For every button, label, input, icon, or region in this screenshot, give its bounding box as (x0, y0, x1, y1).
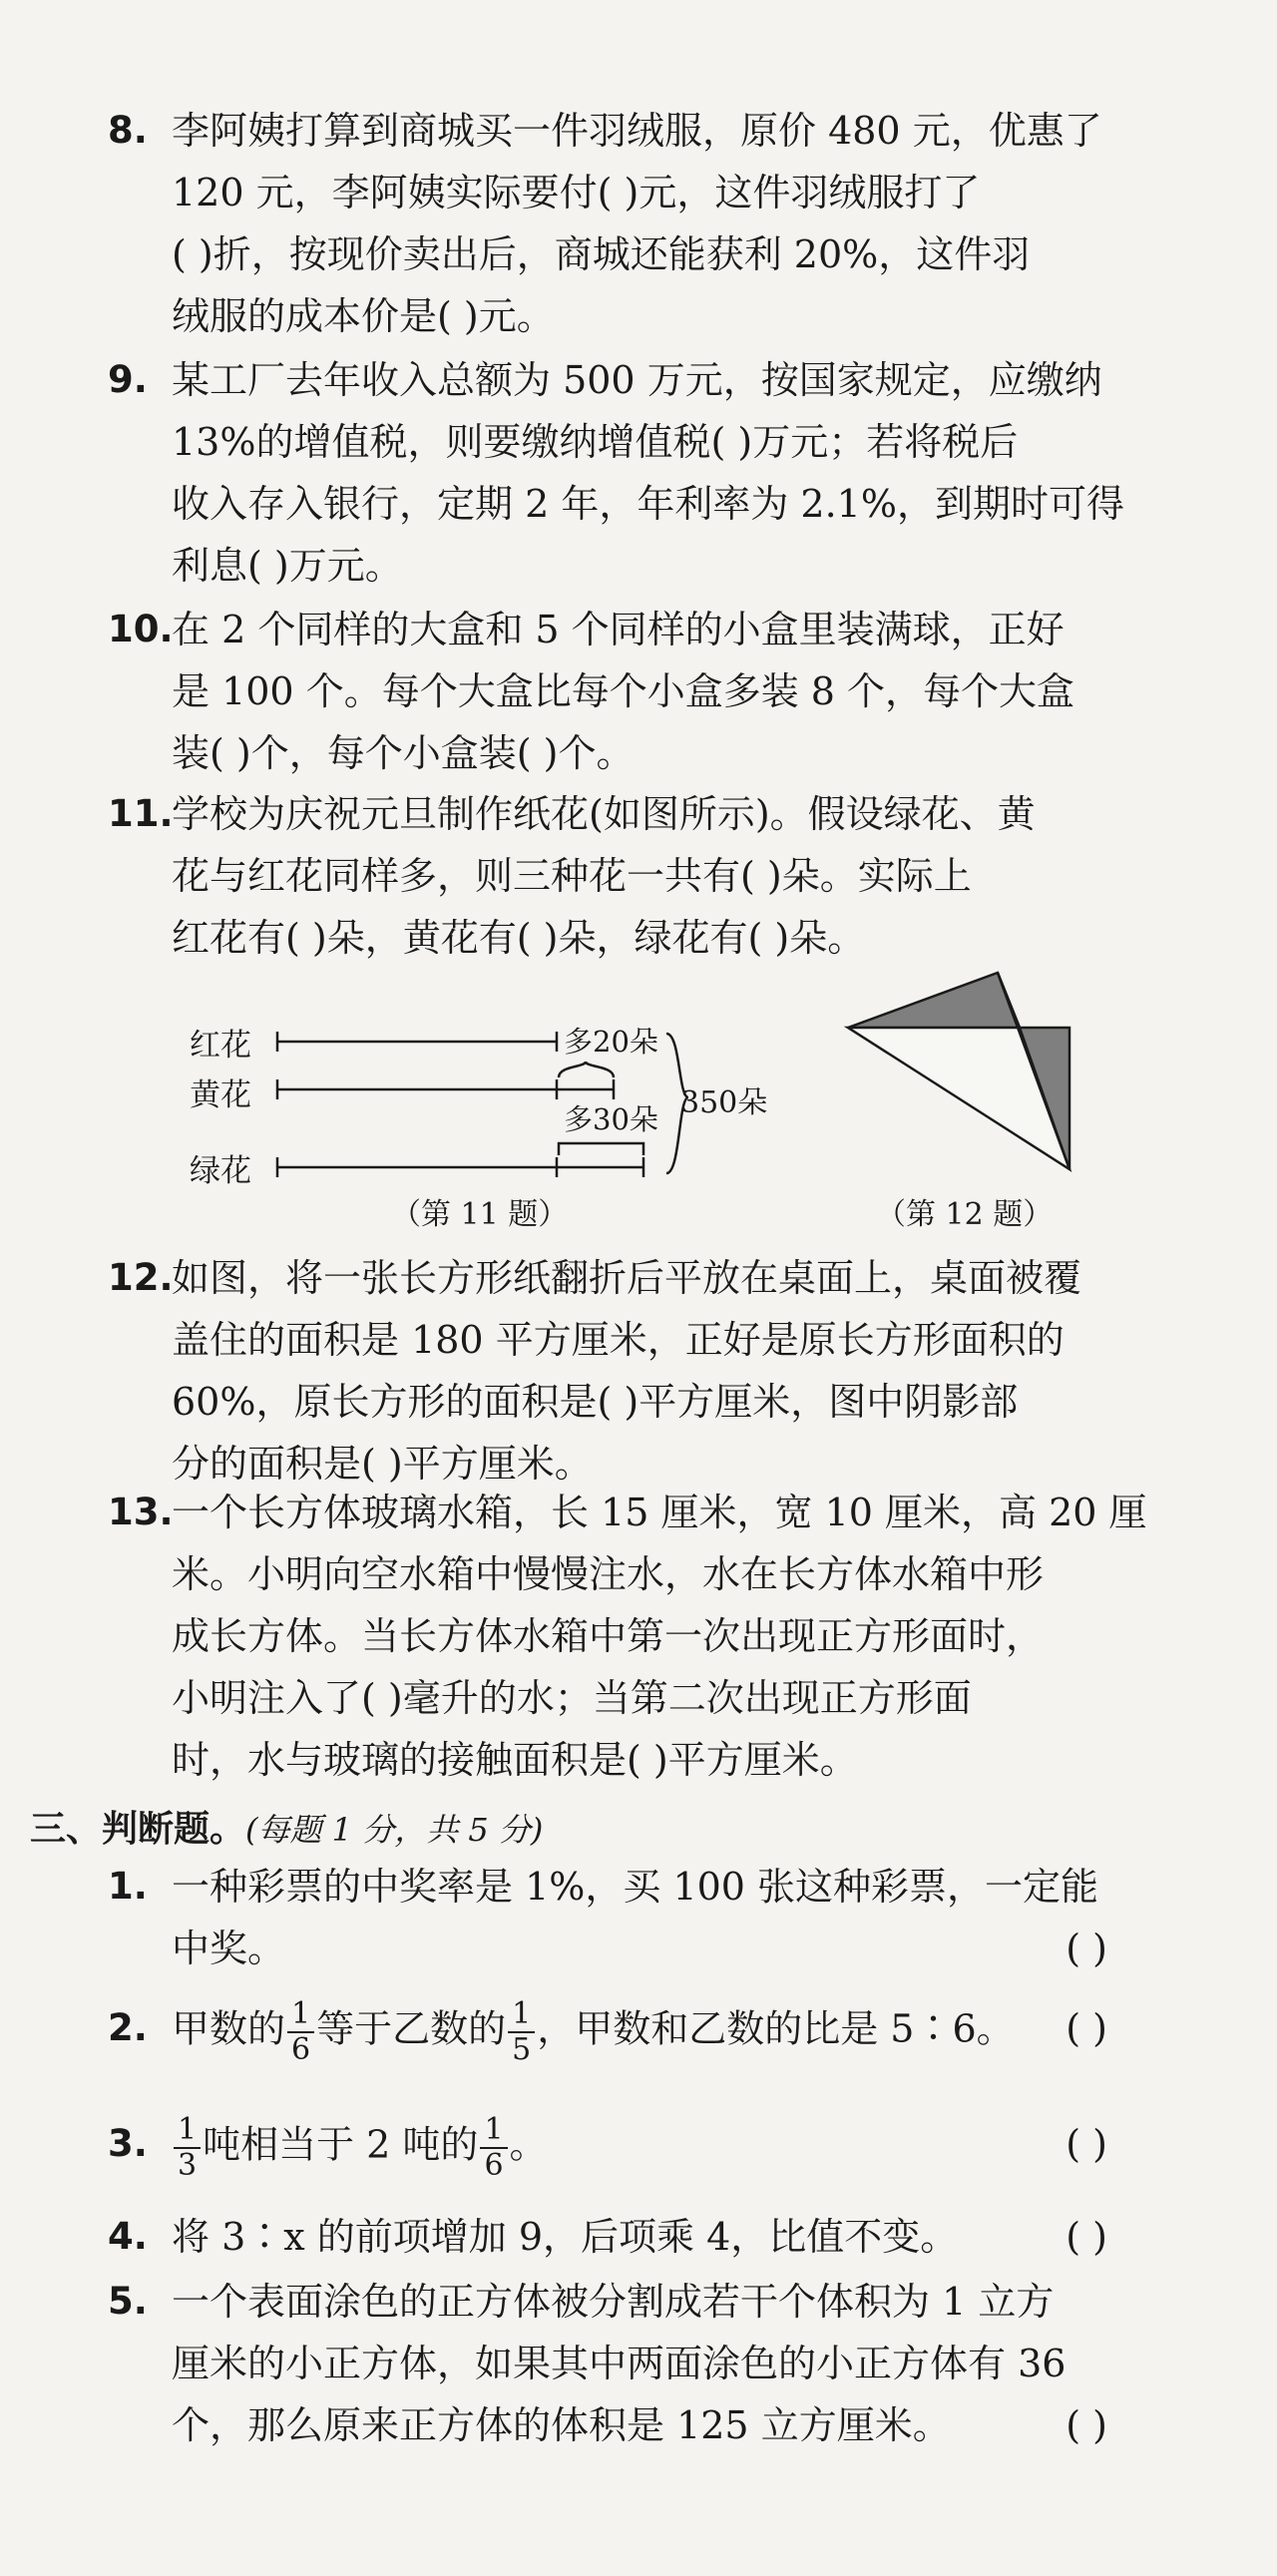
answer-blank[interactable]: ( ) (1065, 2403, 1107, 2447)
question-text-line: 在 2 个同样的大盒和 5 个同样的小盒里装满球，正好 (172, 608, 1064, 651)
question-text-line: 李阿姨打算到商城买一件羽绒服，原价 480 元，优惠了 (172, 109, 1102, 153)
question-number: 13. (108, 1491, 174, 1533)
denominator: 6 (484, 2148, 504, 2183)
answer-blank[interactable]: ( ) (1065, 2122, 1107, 2166)
question-text-line: 装( )个，每个小盒装( )个。 (172, 731, 635, 775)
question-number: 9. (108, 358, 148, 401)
question-text-line: ( )折，按现价卖出后，商城还能获利 20%，这件羽 (172, 232, 1031, 276)
label-total: 350朵 (680, 1085, 768, 1120)
shaded-triangle-top (848, 973, 1020, 1028)
question-number: 4. (108, 2215, 148, 2258)
judgment-1 (108, 1856, 1105, 1979)
section-header-judgment (30, 1799, 543, 1860)
question-text-line: 某工厂去年收入总额为 500 万元，按国家规定，应缴纳 (172, 358, 1102, 402)
figure-12-caption: （第 12 题） (876, 1197, 1054, 1232)
label-green-flowers: 绿花 (190, 1153, 251, 1189)
question-text-line (108, 2113, 1105, 2183)
label-yellow-flowers: 黄花 (190, 1077, 251, 1113)
question-number: 12. (108, 1256, 174, 1299)
numerator: 1 (508, 1997, 535, 2033)
label-red-flowers: 红花 (190, 1028, 251, 1064)
question-text-line: 中奖。 (172, 1927, 286, 1970)
answer-blank[interactable]: ( ) (1065, 1927, 1107, 1970)
question-text-line (108, 1997, 1105, 2067)
numerator: 1 (174, 2113, 201, 2149)
question-text-line: 盖住的面积是 180 平方厘米，正好是原长方形面积的 (172, 1318, 1064, 1362)
question-text-line: 如图，将一张长方形纸翻折后平放在桌面上，桌面被覆 (172, 1256, 1082, 1300)
figure-11-caption: （第 11 题） (391, 1197, 569, 1232)
question-text-line: 60%，原长方形的面积是( )平方厘米，图中阴影部 (172, 1380, 1019, 1424)
question-number: 11. (108, 792, 174, 835)
denominator: 5 (512, 2032, 532, 2067)
folded-paper-diagram (0, 0, 1277, 1247)
question-text-line: 米。小明向空水箱中慢慢注水，水在长方体水箱中形 (172, 1552, 1045, 1596)
question-text-line: 120 元，李阿姨实际要付( )元，这件羽绒服打了 (172, 171, 981, 215)
question-number: 3. (108, 2122, 148, 2165)
question-text-line: 花与红花同样多，则三种花一共有( )朵。实际上 (172, 854, 972, 898)
numerator: 1 (287, 1997, 314, 2033)
numerator: 1 (480, 2113, 507, 2149)
question-number: 5. (108, 2280, 148, 2323)
question-number: 8. (108, 109, 148, 152)
question-text-line: 收入存入银行，定期 2 年，年利率为 2.1%，到期时可得 (172, 482, 1124, 526)
denominator: 6 (291, 2032, 311, 2067)
question-text-line: 小明注入了( )毫升的水；当第二次出现正方形面 (172, 1676, 972, 1720)
judgment-5 (108, 2271, 1105, 2456)
text-part: ，甲数和乙数的比是 5∶6。 (537, 2006, 1015, 2051)
question-text-line: 一个长方体玻璃水箱，长 15 厘米，宽 10 厘米，高 20 厘 (172, 1491, 1147, 1534)
question-text-line: 分的面积是( )平方厘米。 (172, 1442, 593, 1486)
question-text-line: 一种彩票的中奖率是 1%，买 100 张这种彩票，一定能 (172, 1865, 1099, 1909)
question-text-line: 是 100 个。每个大盒比每个小盒多装 8 个，每个大盒 (172, 669, 1075, 713)
question-text-line: 绒服的成本价是( )元。 (172, 294, 555, 338)
question-text-line: 学校为庆祝元旦制作纸花(如图所示)。假设绿花、黄 (172, 792, 1036, 836)
fraction (480, 2113, 507, 2183)
question-text-line: 红花有( )朵，黄花有( )朵，绿花有( )朵。 (172, 916, 866, 960)
text-part: 等于乙数的 (316, 2006, 507, 2051)
judgment-4 (108, 2206, 1105, 2268)
question-number: 1. (108, 1865, 148, 1908)
judgment-2 (108, 1997, 1105, 2067)
question-number: 10. (108, 608, 174, 650)
question-text-line: 13%的增值税，则要缴纳增值税( )万元；若将税后 (172, 420, 1019, 464)
question-text-line: 厘米的小正方体，如果其中两面涂色的小正方体有 36 (172, 2342, 1066, 2385)
denominator: 3 (178, 2148, 198, 2183)
fraction (174, 2113, 201, 2183)
text-part: 甲数的 (172, 2006, 286, 2051)
question-12 (108, 1247, 1105, 1495)
judgment-3 (108, 2113, 1105, 2183)
question-text-line: 将 3∶x 的前项增加 9，后项乘 4，比值不变。 (172, 2215, 959, 2259)
fraction (287, 1997, 314, 2067)
question-text-line: 利息( )万元。 (172, 544, 403, 588)
label-more-20: 多20朵 (564, 1025, 658, 1059)
fraction (508, 1997, 535, 2067)
question-text-line: 一个表面涂色的正方体被分割成若干个体积为 1 立方 (172, 2280, 1055, 2324)
text-part: 吨相当于 2 吨的 (203, 2122, 479, 2167)
answer-blank[interactable]: ( ) (1065, 2215, 1107, 2259)
question-number: 2. (108, 2006, 148, 2049)
answer-blank[interactable]: ( ) (1065, 2006, 1107, 2050)
question-13 (108, 1482, 1147, 1791)
text-part: 。 (509, 2122, 548, 2167)
section-title: 三、判断题。 (30, 1808, 246, 1850)
section-note: (每题 1 分，共 5 分) (245, 1811, 544, 1849)
question-text-line: 个，那么原来正方体的体积是 125 立方厘米。 (172, 2403, 951, 2447)
label-more-30: 多30朵 (564, 1102, 658, 1136)
question-text-line: 成长方体。当长方体水箱中第一次出现正方形面时， (172, 1614, 1045, 1658)
question-text-line: 时，水与玻璃的接触面积是( )平方厘米。 (172, 1738, 858, 1782)
